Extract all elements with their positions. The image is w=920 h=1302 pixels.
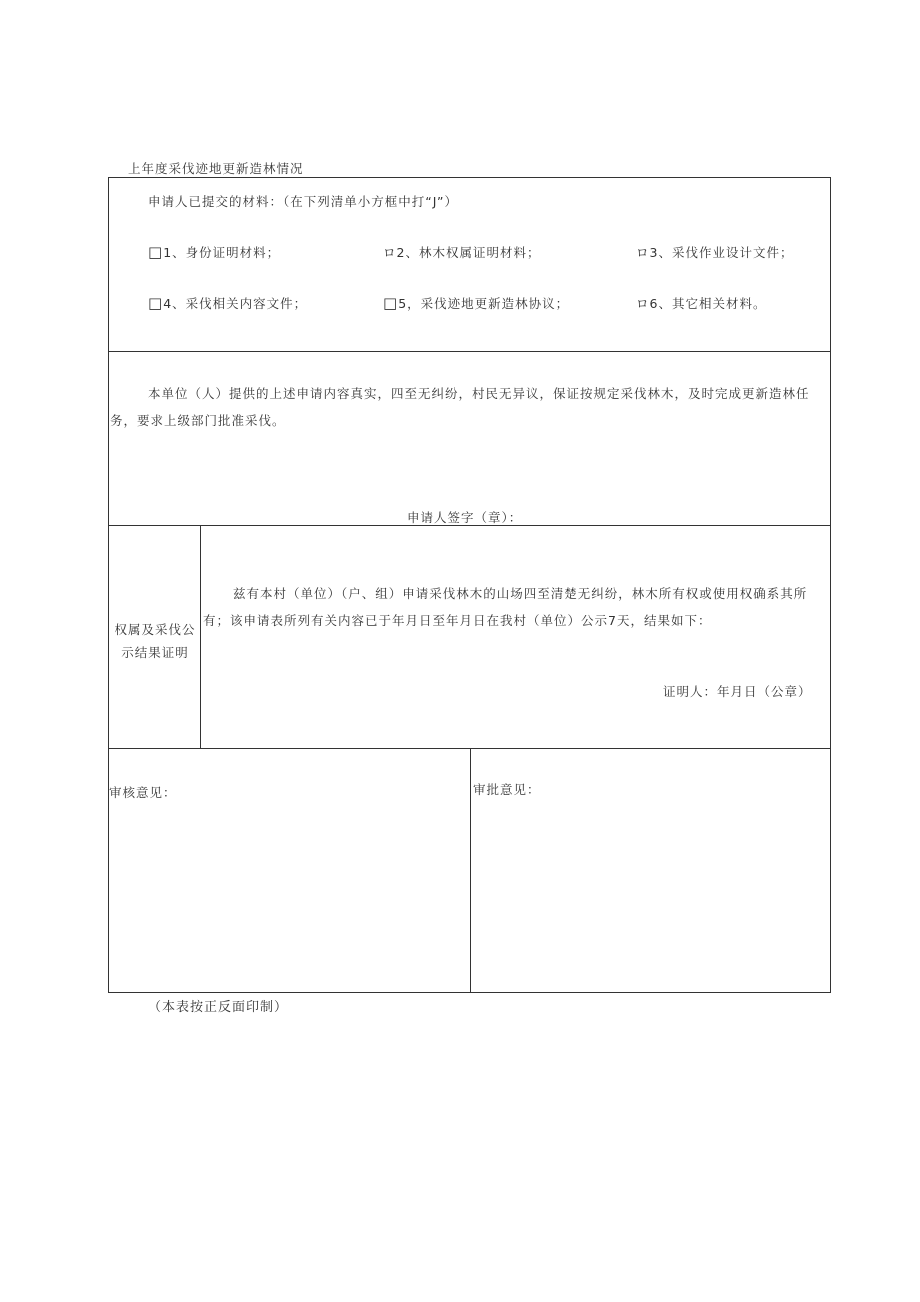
cert-side-label-line-2: 示结果证明 xyxy=(121,645,189,660)
cert-line-2: 有；该申请表所列有关内容已于年月日至年月日在我村（单位）公示7天，结果如下： xyxy=(203,613,712,628)
material-label-5: 5，采伐迹地更新造林协议； xyxy=(398,296,570,311)
cert-side-label xyxy=(110,618,200,664)
material-label-3: 3、采伐作业设计文件； xyxy=(649,245,794,260)
material-label-2: 2、林木权属证明材料； xyxy=(396,245,541,260)
checkbox-2[interactable]: ロ xyxy=(383,245,397,260)
declaration-line-2: 务，要求上级部门批准采伐。 xyxy=(110,413,286,428)
declaration-line-1: 本单位（人）提供的上述申请内容真实，四至无纠纷，村民无异议，保证按规定采伐林木，及时完成更新造林任 xyxy=(148,386,810,401)
applicant-signature-label: 申请人签字（章）： xyxy=(407,510,523,525)
col-divider-cert xyxy=(200,525,201,748)
material-item-4[interactable] xyxy=(148,294,307,312)
review-opinion-label: 审核意见： xyxy=(109,785,177,800)
pre-title: 上年度采伐迹地更新造林情况 xyxy=(128,161,304,176)
material-item-5[interactable] xyxy=(383,294,569,312)
material-label-4: 4、采伐相关内容文件； xyxy=(163,296,308,311)
material-item-2[interactable] xyxy=(383,243,540,261)
material-item-6[interactable] xyxy=(636,294,766,312)
col-divider-opinions xyxy=(470,748,471,993)
checkbox-1[interactable]: □ xyxy=(148,243,164,261)
cert-side-label-line-1: 权属及采伐公 xyxy=(114,622,196,637)
material-item-1[interactable] xyxy=(148,243,280,261)
checkbox-4[interactable]: □ xyxy=(148,294,164,312)
material-item-3[interactable] xyxy=(636,243,793,261)
footer-note: （本表按正反面印制） xyxy=(148,1000,289,1015)
material-label-6: 6、其它相关材料。 xyxy=(649,296,767,311)
checkbox-6[interactable]: ロ xyxy=(636,296,650,311)
certifier-label: 证明人：年月日（公章） xyxy=(663,684,812,699)
material-label-1: 1、身份证明材料； xyxy=(163,245,281,260)
materials-heading: 申请人已提交的材料：（在下列清单小方框中打“J”） xyxy=(148,194,459,209)
checkbox-5[interactable]: □ xyxy=(383,294,399,312)
row-divider-1 xyxy=(108,351,831,352)
checkbox-3[interactable]: ロ xyxy=(636,245,650,260)
approval-opinion-label: 审批意见： xyxy=(473,782,541,797)
cert-line-1: 兹有本村（单位）（户、组）申请采伐林木的山场四至清楚无纠纷，林木所有权或使用权确系其所 xyxy=(233,586,808,601)
